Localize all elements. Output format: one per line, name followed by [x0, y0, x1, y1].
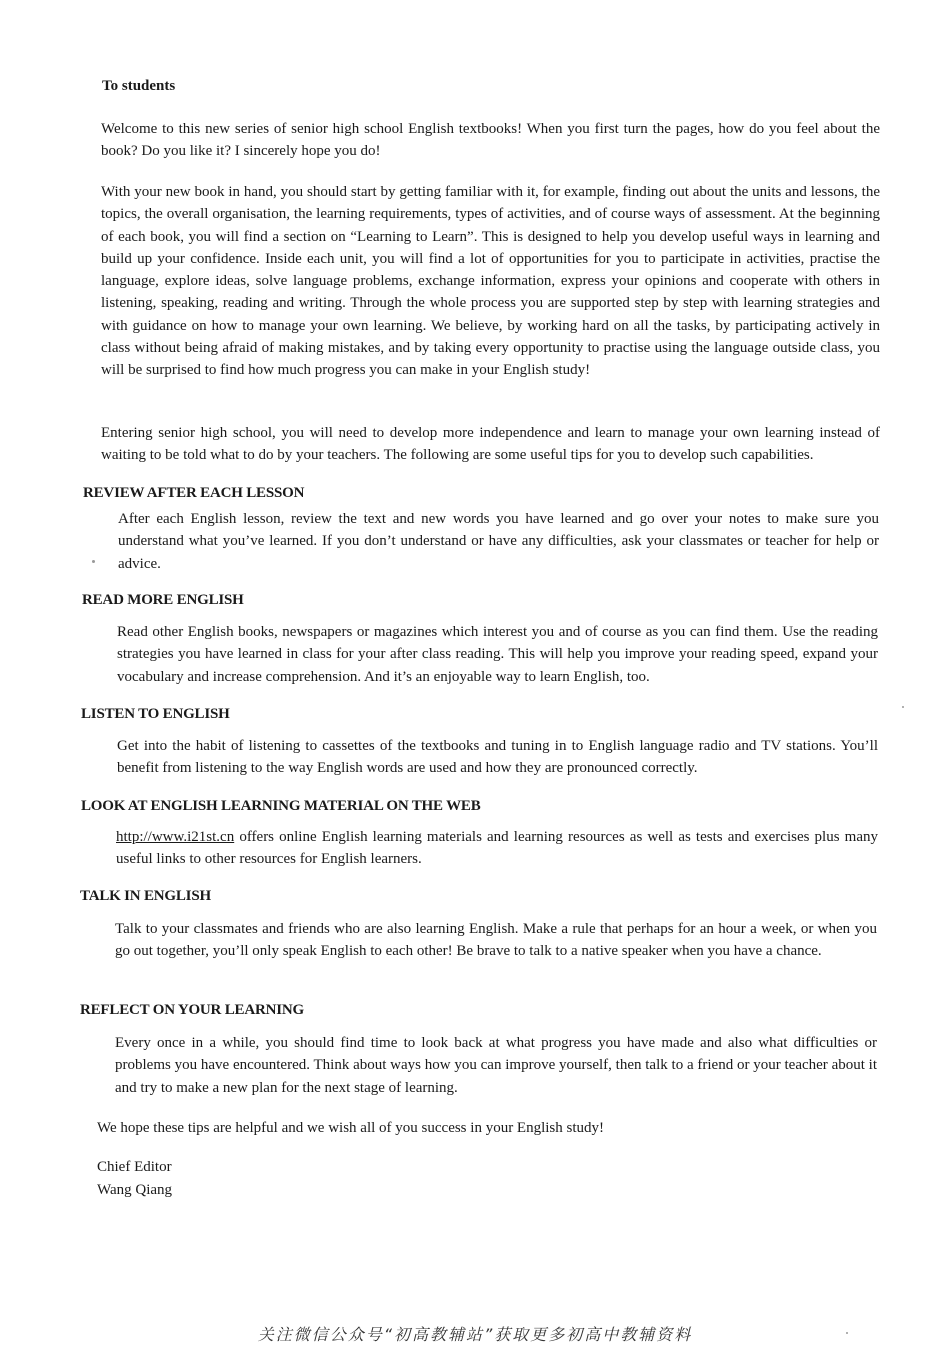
tip-body-talk: Talk to your classmates and friends who are also learning English. Make a rule that perhaps for an hour a week, or when you go out together, you’ll only speak English to each other! Be brave to talk to a native speaker when you have a chance. [115, 921, 877, 960]
tip-body-read: Read other English books, newspapers or magazines which interest you and of course as you can find them. Use the reading strategies you have learned in class for your after class reading. This will help you improve your reading speed, expand your vocabulary and increase comprehension. And it’s an enjoyable way to learn English, too. [117, 624, 878, 685]
tip-body-web-text: offers online English learning materials and learning resources as well as tests and exercises plus many useful links to other resources for English learners. [116, 829, 878, 868]
tip-heading-listen: LISTEN TO ENGLISH [81, 706, 230, 722]
salutation: To students [102, 78, 176, 94]
intro-paragraph-3: Entering senior high school, you will need to develop more independence and learn to manage your own learning instead of waiting to be told what to do by your teachers. The following are some useful tips for you to develop such capabilities. [101, 425, 880, 464]
tip-heading-reflect: REFLECT ON YOUR LEARNING [80, 1002, 304, 1018]
tip-heading-review: REVIEW AFTER EACH LESSON [83, 485, 305, 501]
intro-paragraph-2: With your new book in hand, you should start by getting familiar with it, for example, finding out about the units and lessons, the topics, the overall organisation, the learning requirements, types of activities, and of course ways of assessment. At the beginning of each book, you will find a section on “Learning to Learn”. This is designed to help you develop useful ways in learning and build up your confidence. Inside each unit, you will find a lot of opportunities for you to participate in activities, practise the language, explore ideas, solve language problems, exchange information, express your opinions and cooperate with others in listening, speaking, reading and writing. Through the whole process you are supported step by step with learning strategies and with guidance on how to manage your own learning. We believe, by working hard on all the tasks, by participating actively in class without being afraid of making mistakes, and by taking every opportunity to practise using the language outside class, you will be surprised to find how much progress you can make in your English study! [101, 184, 880, 379]
tip-heading-talk: TALK IN ENGLISH [80, 888, 211, 904]
website-link[interactable]: http://www.i21st.cn [116, 829, 235, 845]
signature-title: Chief Editor [97, 1159, 172, 1175]
signature-name: Wang Qiang [97, 1182, 173, 1198]
tip-heading-read: READ MORE ENGLISH [82, 592, 244, 608]
tip-body-reflect: Every once in a while, you should find time to look back at what progress you have made and also what difficulties or problems you have encountered. Think about ways how you can improve yourself, then talk to a friend or your teacher about it and try to make a new plan for the next stage of learning. [115, 1035, 877, 1096]
tip-body-review: After each English lesson, review the text and new words you have learned and go over your notes to make sure you understand what you’ve learned. If you don’t understand or have any difficulties, ask your classmates or teacher for help or advice. [118, 511, 879, 572]
scan-speck [92, 560, 95, 563]
intro-paragraph-1: Welcome to this new series of senior high school English textbooks! When you first turn the pages, how do you feel about the book? Do you like it? I sincerely hope you do! [101, 121, 880, 160]
footer-watermark: 关注微信公众号“初高教辅站”获取更多初高中教辅资料 [257, 1325, 693, 1344]
closing-line: We hope these tips are helpful and we wish all of you success in your English study! [97, 1120, 605, 1136]
tip-heading-web: LOOK AT ENGLISH LEARNING MATERIAL ON THE WEB [81, 798, 481, 814]
tip-body-listen: Get into the habit of listening to cassettes of the textbooks and tuning in to English language radio and TV stations. You’ll benefit from listening to the way English words are used and how they are pronounced correctly. [117, 738, 878, 777]
tip-body-web [116, 826, 878, 871]
scan-speck [902, 706, 904, 708]
